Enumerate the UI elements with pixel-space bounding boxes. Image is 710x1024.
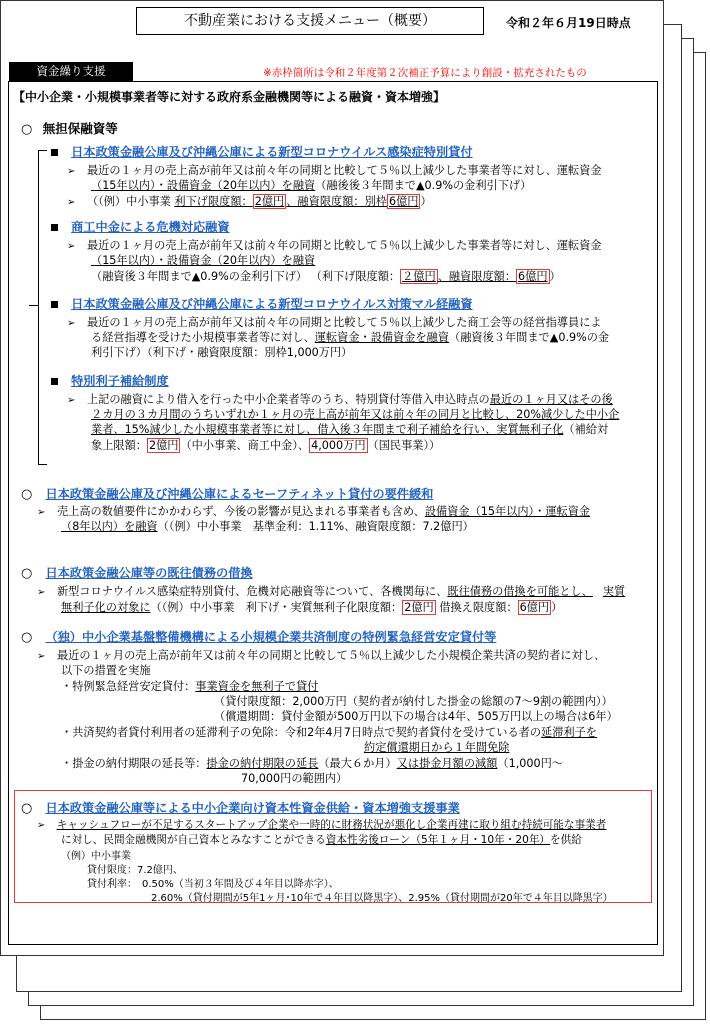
main-heading: 【中小企業・小規模事業者等に対する政府系金融機関等による融資・資本増強】 [13, 90, 446, 104]
item4-line3 [91, 422, 608, 437]
section4-line5: （償還期間：貸付金額が500万円以下の場合は4年、505万円以上の場合は6年） [214, 710, 618, 723]
circle-bullet-icon: ○ [21, 122, 33, 137]
section3-title [21, 562, 253, 581]
section5-line4: 貸付限度：7.2億円、 [87, 865, 183, 876]
item4-link[interactable]: 特別利子補給制度 [71, 374, 169, 388]
section2-text1a: 売上高の数値要件にかかわらず、今後の影響が見込まれる事業者も含め、 [56, 505, 425, 518]
red-box-value: 6億円 [518, 270, 548, 283]
section5-line3: （例）中小事業 [61, 851, 131, 862]
item4-text4a: 象上限額： [91, 439, 147, 452]
item3-link[interactable]: 日本政策金融公庫及び沖縄公庫による新型コロナウイルス対策マル経融資 [71, 297, 473, 311]
item1-line3 [67, 194, 432, 210]
item3-text1: 最近の１ヶ月の売上高が前年又は前々年の同期と比較して５％以上減少した商工会等の経営指導員によ [86, 316, 602, 329]
section3-text1b: 既往債務の借換を可能とし、 [447, 585, 593, 598]
item2-line3 [91, 269, 561, 284]
item4-text3a: 業者、15%減少した小規模事業者等に対し、 [91, 423, 318, 436]
item2-line1 [67, 238, 602, 254]
section4-line9: 70,000円の範囲内） [241, 772, 348, 785]
item2-line2: （15年以内）・設備資金（20年以内）を融資 [91, 254, 316, 267]
section4-text8c: （最大６か月） [318, 757, 397, 770]
item2-text3a: （融資後３年間まで▲0.9%の金利引下げ） [91, 270, 308, 283]
section5-text2b: 資本性劣後ローン（5年１ヶ月・10年・20年） [325, 834, 551, 846]
item4-text1b: 最近の１ヶ月又はその後 [489, 393, 613, 406]
square-bullet-icon [51, 224, 58, 231]
item2-text3f: ） [549, 270, 561, 283]
section4-text3b: 事業資金を無利子で貸付 [195, 680, 319, 693]
red-box-value: ２億円 [402, 270, 436, 283]
item1-title [51, 141, 473, 160]
brace-tip [29, 305, 38, 306]
brace-line [38, 150, 39, 465]
section4-text8f: （1,000円～ [497, 757, 563, 770]
item1-text2a: （15年以内）・設備資金（20年以内）を融資 [91, 179, 316, 192]
section2-line1 [37, 504, 590, 520]
arrow-bullet-icon: ➢ [67, 395, 76, 406]
circle-bullet-icon: ○ [21, 566, 33, 581]
section3-text2a: 無利子化の対象に [61, 601, 151, 614]
item3-line1 [67, 315, 602, 331]
item3-text2c: （融資後３年間まで▲0.9%の金 [449, 331, 610, 344]
section3-line2 [61, 600, 562, 615]
section4-text1: 最近の１ヶ月の売上高が前年又は前々年の同期と比較して５％以上減少した小規模企業共済の契約者に対し、 [56, 649, 606, 662]
item1-text1: 最近の１ヶ月の売上高が前年又は前々年の同期と比較して５％以上減少した事業者等に対し、運転資金 [86, 164, 602, 177]
item3-text2b: 運転資金・設備資金を融資 [314, 331, 450, 344]
section5-title [21, 797, 460, 816]
section2-text2a: （8年以内）を融資 [61, 520, 158, 533]
item3-title [51, 293, 473, 312]
red-box-value: 4,000万円 [311, 439, 366, 452]
section3-text1c: 実質 [602, 585, 626, 598]
section4-line2: 以下の措置を実施 [61, 664, 151, 677]
section5-text2a: に対し、民間金融機関が自己資本とみなすことができる [61, 834, 326, 846]
section4-text3a: ・特例緊急経営安定貸付： [61, 680, 196, 693]
section2-title [21, 483, 433, 502]
square-bullet-icon [51, 378, 58, 385]
section4-line3 [61, 679, 318, 694]
section4-text6b: 延滞利子を [541, 726, 597, 739]
item1-text3f: ） [420, 195, 432, 208]
date-label: 令和２年６月19日時点 [506, 16, 631, 30]
square-bullet-icon [51, 149, 58, 156]
section5-line2 [61, 833, 582, 848]
red-box-value: 6億円 [388, 195, 419, 208]
red-box-value: 2億円 [254, 195, 285, 208]
section4-text6a: ・共済契約者貸付利用者の延滞利子の免除：令和2年4月7日時点で契約者貸付を受けている者の [61, 726, 542, 739]
section2-text1b: 設備資金（15年以内）・運転資金 [424, 505, 591, 518]
item1-text3b: 利下げ限度額： [174, 195, 253, 208]
item4-text3c: （補給対 [563, 423, 609, 436]
section5-text1a: キャッシュフローが不足するスタートアップ企業や一時的に財務状況が悪化し企業再建に取り組む持続可能な事業者 [56, 819, 607, 831]
item4-title [51, 370, 169, 389]
section1-heading [21, 119, 118, 137]
section4-link[interactable]: （独）中小企業基盤整備機構による小規模企業共済制度の特例緊急経営安定貸付等 [45, 630, 497, 644]
arrow-bullet-icon: ➢ [67, 241, 76, 252]
arrow-bullet-icon: ➢ [37, 820, 46, 831]
item4-line1 [67, 392, 613, 408]
item1-link[interactable]: 日本政策金融公庫及び沖縄公庫による新型コロナウイルス感染症特別貸付 [71, 145, 473, 159]
section4-text8e: 掛金月額の減額 [419, 757, 498, 770]
section4-line1 [37, 648, 605, 664]
red-box-value: 2億円 [404, 601, 434, 614]
section4-text8a: ・掛金の納付期限の延長等： [61, 757, 207, 770]
category-tab: 資金繰り支援 [9, 62, 133, 81]
item3-line3: 利引下げ）（利下げ・融資限度額：別枠1,000万円） [91, 346, 353, 359]
arrow-bullet-icon: ➢ [37, 507, 46, 518]
arrow-bullet-icon: ➢ [37, 651, 46, 662]
item4-text4e: （国民事業）） [367, 439, 441, 452]
section2-line2 [61, 519, 474, 534]
arrow-bullet-icon: ➢ [67, 197, 76, 208]
item4-text4c: （中小事業、商工中金）、 [180, 439, 310, 452]
item3-line2 [91, 330, 609, 345]
item4-text1a: 上記の融資により借入を行った中小企業者等のうち、特別貸付等借入申込時点の [86, 393, 490, 406]
brace-bottom [38, 464, 47, 465]
item4-line2: ２カ月の３カ月間のうちいずれか１ヶ月の売上高が前年又は前々年の同月と比較し、20%減少した中小企 [91, 408, 620, 421]
item1-line1 [67, 163, 602, 179]
circle-bullet-icon: ○ [21, 630, 33, 645]
section5-line1 [37, 818, 606, 833]
section4-line4: （貸付限度額：2,000万円（契約者が納付した掛金の総額の7～9割の範囲内）） [214, 695, 613, 708]
circle-bullet-icon: ○ [21, 801, 33, 816]
section4-text8d: 又は [396, 757, 420, 770]
item2-link[interactable]: 商工中金による危機対応融資 [71, 220, 230, 234]
item1-text3d: 、融資限度額：別枠 [286, 195, 387, 208]
item4-text3b: 借入後３年間まで利子補給を行い、実質無利子化 [317, 423, 564, 436]
item2-text1: 最近の１ヶ月の売上高が前年又は前々年の同期と比較して５％以上減少した事業者等に対し、運転資金 [86, 239, 602, 252]
circle-bullet-icon: ○ [21, 487, 33, 502]
page-title: 不動産業における支援メニュー（概要） [136, 7, 484, 35]
section2-text2b: （（例）中小事業 基準金利：1.11%、融資限度額：7.2億円） [157, 520, 474, 533]
section4-line7: 約定償還期日から１年間免除 [364, 741, 510, 754]
red-box-value: 2億円 [148, 439, 179, 452]
section4-line8 [61, 756, 563, 771]
section3-link[interactable]: 日本政策金融公庫等の既往債務の借換 [45, 566, 253, 580]
item4-line4 [91, 438, 440, 453]
section3-text2d: 借換え限度額： [439, 601, 518, 614]
section1-heading-text: 無担保融資等 [42, 121, 118, 136]
section4-text8b: 掛金の納付期限の延長 [206, 757, 319, 770]
item1-text2b: （融後後３年間まで▲0.9%の金利引下げ） [315, 179, 532, 192]
section3-text1a: 新型コロナウイルス感染症特別貸付、危機対応融資等について、各機関毎に、 [56, 585, 448, 598]
item2-text3b: （利下げ限度額： [310, 270, 401, 283]
section5-link[interactable]: 日本政策金融公庫等による中小企業向け資本性資金供給・資本増強支援事業 [45, 801, 460, 815]
red-box-value: 6億円 [519, 601, 550, 614]
brace-top [38, 150, 47, 151]
item1-line2 [91, 178, 531, 193]
item1-text3a: （（例）中小事業 [86, 195, 171, 208]
arrow-bullet-icon: ➢ [67, 166, 76, 177]
section4-line6 [61, 725, 597, 740]
item2-title [51, 216, 230, 235]
section5-line6: 2.60%（貸付期間が5年1ヶ月･10年で４年目以降黒字）、2.95%（貸付期間が20年で４年目以降黒字） [151, 893, 613, 904]
section5-text2c: を供給 [550, 834, 582, 846]
section4-title [21, 626, 496, 645]
section2-link[interactable]: 日本政策金融公庫及び沖縄公庫によるセーフティネット貸付の要件緩和 [45, 487, 434, 501]
arrow-bullet-icon: ➢ [37, 587, 46, 598]
item3-text2a: る経営指導を受けた小規模事業者等に対し、 [91, 331, 315, 344]
item2-text3d: 、融資限度額： [437, 270, 517, 283]
square-bullet-icon [51, 301, 58, 308]
section5-line5: 貸付利率： 0.50%（当初３年間及び４年目以降赤字）、 [87, 879, 339, 890]
section3-line1 [37, 584, 625, 600]
section3-text2b: （（例）中小事業 利下げ・実質無利子化限度額： [150, 601, 403, 614]
red-frame-note: ※赤枠箇所は令和２年度第２次補正予算により創設・拡充されたもの [263, 67, 587, 79]
section3-text2f: ） [551, 601, 563, 614]
arrow-bullet-icon: ➢ [67, 318, 76, 329]
